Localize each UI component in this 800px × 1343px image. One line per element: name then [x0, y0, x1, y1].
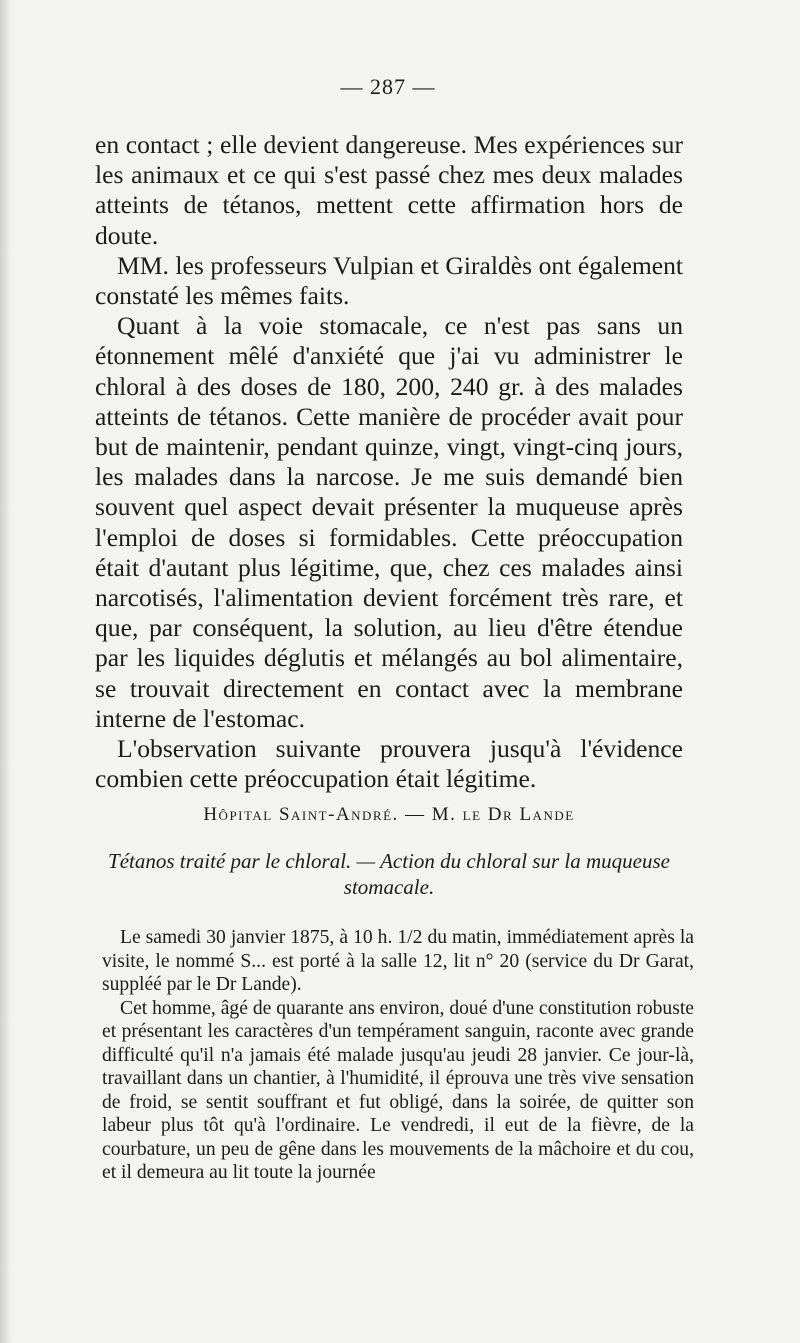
body-paragraph-1: en contact ; elle devient dangereuse. Mes expériences sur les animaux et ce qui s'est passé chez mes deux malades atteints de tétanos, mettent cette affirmation hors de doute. — [95, 130, 683, 250]
observation-paragraph-1: Le samedi 30 janvier 1875, à 10 h. 1/2 du matin, immédiatement après la visite, le nommé S... est porté à la salle 12, lit n° 20 (service du Dr Garat, suppléé par le Dr Lande). — [102, 927, 694, 995]
observation-paragraph-2: Cet homme, âgé de quarante ans environ, doué d'une constitution robuste et présentant les caractères d'un tempérament sanguin, raconte avec grande difficulté qu'il n'a jamais été malade jusqu'au jeudi 28 janvier. Ce jour-là, travaillant dans un chantier, à l'humidité, il éprouva une très vive sensation de froid, se sentit souffrant et fut obligé, dans la soirée, de quitter son labeur plus tôt qu'à l'ordinaire. Le vendredi, il eut de la fièvre, de la courbature, un peu de gêne dans les mouvements de la mâchoire et du cou, et il demeura au lit toute la journée — [102, 997, 694, 1183]
body-paragraph-3: Quant à la voie stomacale, ce n'est pas sans un étonnement mêlé d'anxiété que j'ai vu administrer le chloral à des doses de 180, 200, 240 gr. à des malades atteints de tétanos. Cette manière de procéder avait pour but de maintenir, pendant quinze, vingt, vingt-cinq jours, les malades dans la narcose. Je me suis demandé bien souvent quel aspect devait présenter la muqueuse après l'emploi de doses si formidables. Cette préoccupation était d'autant plus légitime, que, chez ces malades ainsi narcotisés, l'alimentation devient forcément très rare, et que, par conséquent, la solution, au lieu d'être étendue par les liquides déglutis et mélangés au bol alimentaire, se trouvait directement en contact avec la membrane interne de l'estomac. — [95, 311, 683, 733]
body-paragraph-4: L'observation suivante prouvera jusqu'à l'évidence combien cette préoccupation était légitime. — [95, 734, 683, 794]
section-subtitle: Tétanos traité par le chloral. — Action du chloral sur la muqueuse stomacale. — [108, 849, 670, 899]
body-text — [95, 130, 683, 794]
section-heading: Hôpital Saint-André. — M. le Dr Lande — [203, 804, 575, 825]
page-number: — 287 — — [340, 74, 436, 99]
observation-text — [102, 926, 694, 1185]
page-edge-shadow — [0, 0, 12, 1343]
body-paragraph-2: MM. les professeurs Vulpian et Giraldès ont également constaté les mêmes faits. — [95, 250, 683, 311]
